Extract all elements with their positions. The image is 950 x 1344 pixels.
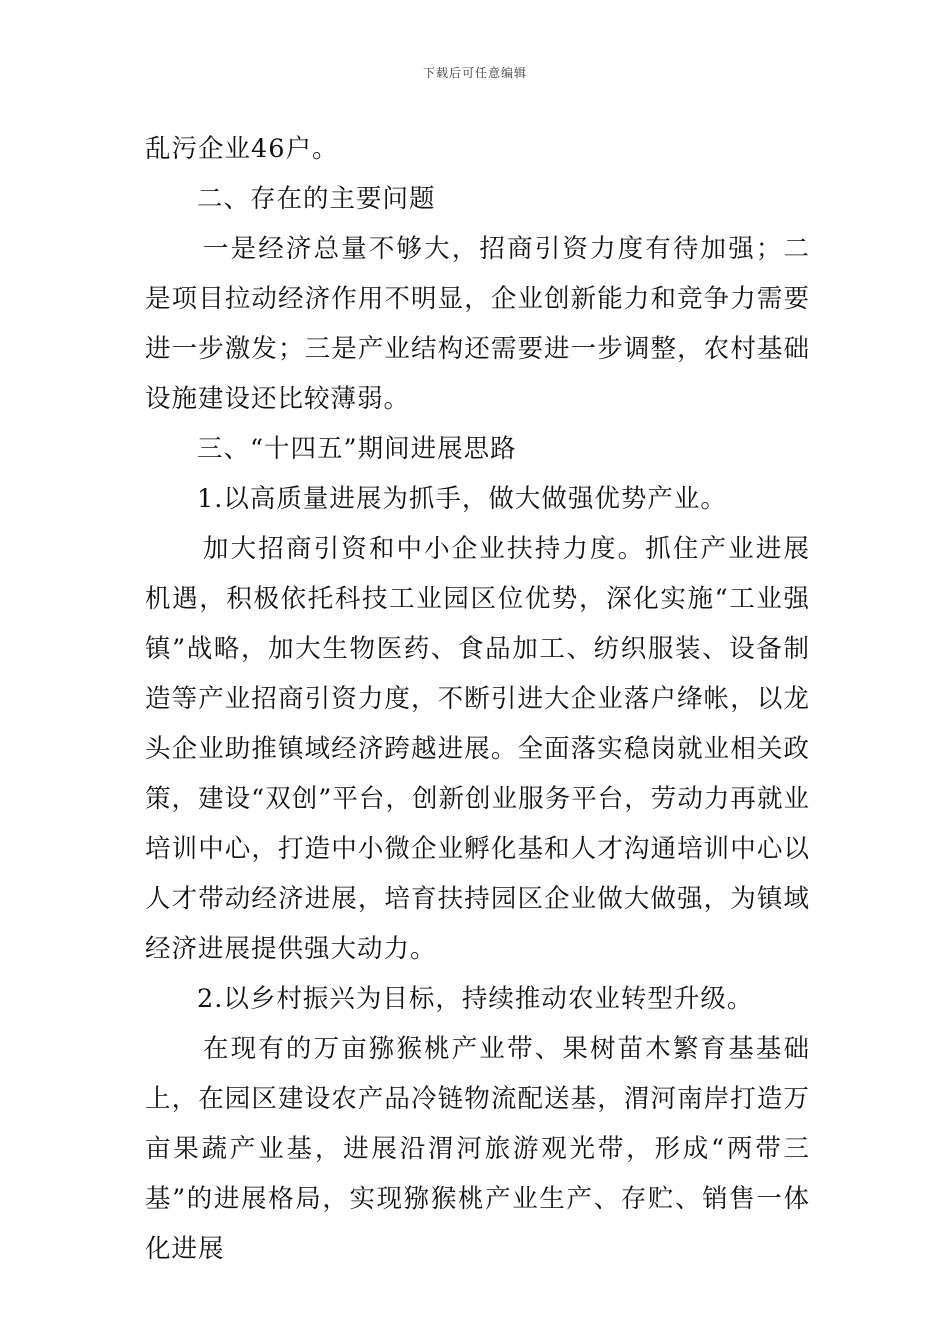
paragraph-problems: 一是经济总量不够大，招商引资力度有待加强；二是项目拉动经济作用不明显，企业创新能力和竞争力需要进一步激发；三是产业结构还需要进一步调整，农村基础设施建设还比较薄弱。	[145, 234, 810, 414]
paragraph-agriculture: 在现有的万亩猕猴桃产业带、果树苗木繁育基基础上，在园区建设农产品冷链物流配送基，渭河南岸打造万亩果蔬产业基，进展沿渭河旅游观光带，形成“两带三基”的进展格局，实现猕猴桃产业生产、存贮、销售一体化进展	[145, 1034, 810, 1264]
section-heading-ideas: 三、“十四五”期间进展思路	[197, 434, 517, 464]
section-heading-problems: 二、存在的主要问题	[197, 184, 436, 214]
page-header-note: 下载后可任意编辑	[422, 66, 527, 80]
subheading-1: 1.以高质量进展为抓手，做大做强优势产业。	[197, 484, 727, 514]
document-body	[145, 124, 810, 1274]
paragraph-continuation: 乱污企业46户。	[145, 134, 339, 164]
paragraph-industry: 加大招商引资和中小企业扶持力度。抓住产业进展机遇，积极依托科技工业园区位优势，深化实施“工业强镇”战略，加大生物医药、食品加工、纺织服装、设备制造等产业招商引资力度，不断引进大企业落户绛帐，以龙头企业助推镇域经济跨越进展。全面落实稳岗就业相关政策，建设“双创”平台，创新创业服务平台，劳动力再就业培训中心，打造中小微企业孵化基和人才沟通培训中心以人才带动经济进展，培育扶持园区企业做大做强，为镇域经济进展提供强大动力。	[145, 534, 810, 964]
subheading-2: 2.以乡村振兴为目标，持续推动农业转型升级。	[197, 984, 754, 1014]
